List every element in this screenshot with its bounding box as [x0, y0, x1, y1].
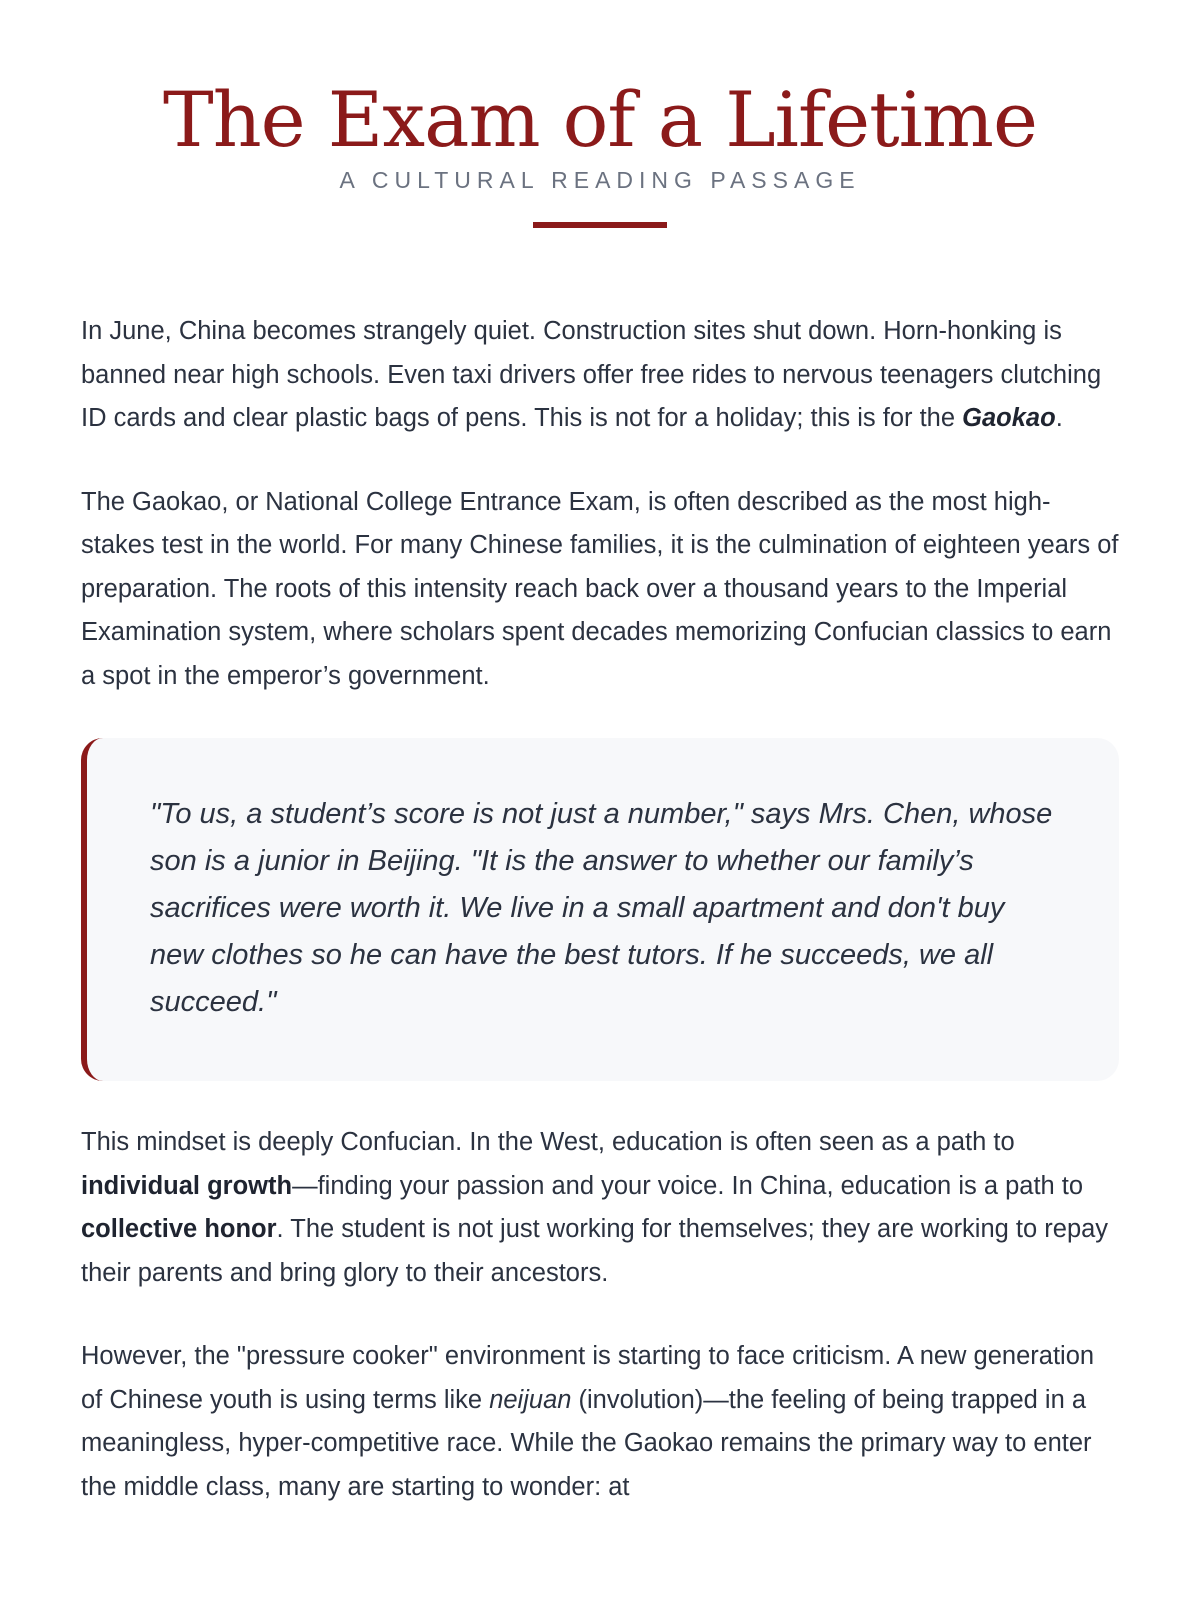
individual-growth-term: individual growth	[81, 1171, 293, 1200]
paragraph-4-text-b: (involution)—the feeling of being trapped in a meaningless, hyper-competitive race. While the Gaokao remains the primary way to enter the middle class, many are starting to wonder: at	[81, 1385, 1092, 1501]
article-body	[0, 228, 1200, 1509]
paragraph-2: The Gaokao, or National College Entrance Exam, is often described as the most high-stakes test in the world. For many Chinese families, it is the culmination of eighteen years of preparation. The roots of this intensity reach back over a thousand years to the Imperial Examination system, where scholars spent decades memorizing Confucian classics to earn a spot in the emperor’s government.	[81, 487, 1119, 690]
paragraph-1	[81, 310, 1119, 441]
paragraph-3	[81, 1121, 1119, 1295]
pull-quote-text: "To us, a student’s score is not just a number," says Mrs. Chen, whose son is a junior in Beijing. "It is the answer to whether our family’s sacrifices were worth it. We live in a small apartment and don't buy new clothes so he can have the best tutors. If he succeeds, we all succeed."	[150, 798, 1053, 1019]
pull-quote	[81, 738, 1119, 1081]
paragraph-3-text-a: This mindset is deeply Confucian. In the West, education is often seen as a path to	[81, 1128, 1015, 1157]
article-subtitle: A CULTURAL READING PASSAGE	[339, 167, 861, 194]
article-title: The Exam of a Lifetime	[163, 75, 1037, 164]
paragraph-3-text-b: —finding your passion and your voice. In China, education is a path to	[292, 1171, 1084, 1200]
paragraph-3-text-c: . The student is not just working for themselves; they are working to repay their parents and bring glory to their ancestors.	[81, 1215, 1109, 1287]
article-header	[0, 0, 1200, 228]
collective-honor-term: collective honor	[81, 1215, 277, 1244]
neijuan-term: neijuan	[489, 1385, 572, 1414]
paragraph-1-text: In June, China becomes strangely quiet. Construction sites shut down. Horn-honking is banned near high schools. Even taxi drivers offer free rides to nervous teenagers clutching ID cards and clear plastic bags of pens. This is not for a holiday; this is for the	[81, 317, 1102, 433]
paragraph-1-end: .	[1055, 404, 1063, 433]
paragraph-4-text-a: However, the "pressure cooker" environment is starting to face criticism. A new generation of Chinese youth is using terms like	[81, 1342, 1095, 1414]
paragraph-4	[81, 1335, 1119, 1509]
gaokao-term: Gaokao	[962, 404, 1056, 433]
